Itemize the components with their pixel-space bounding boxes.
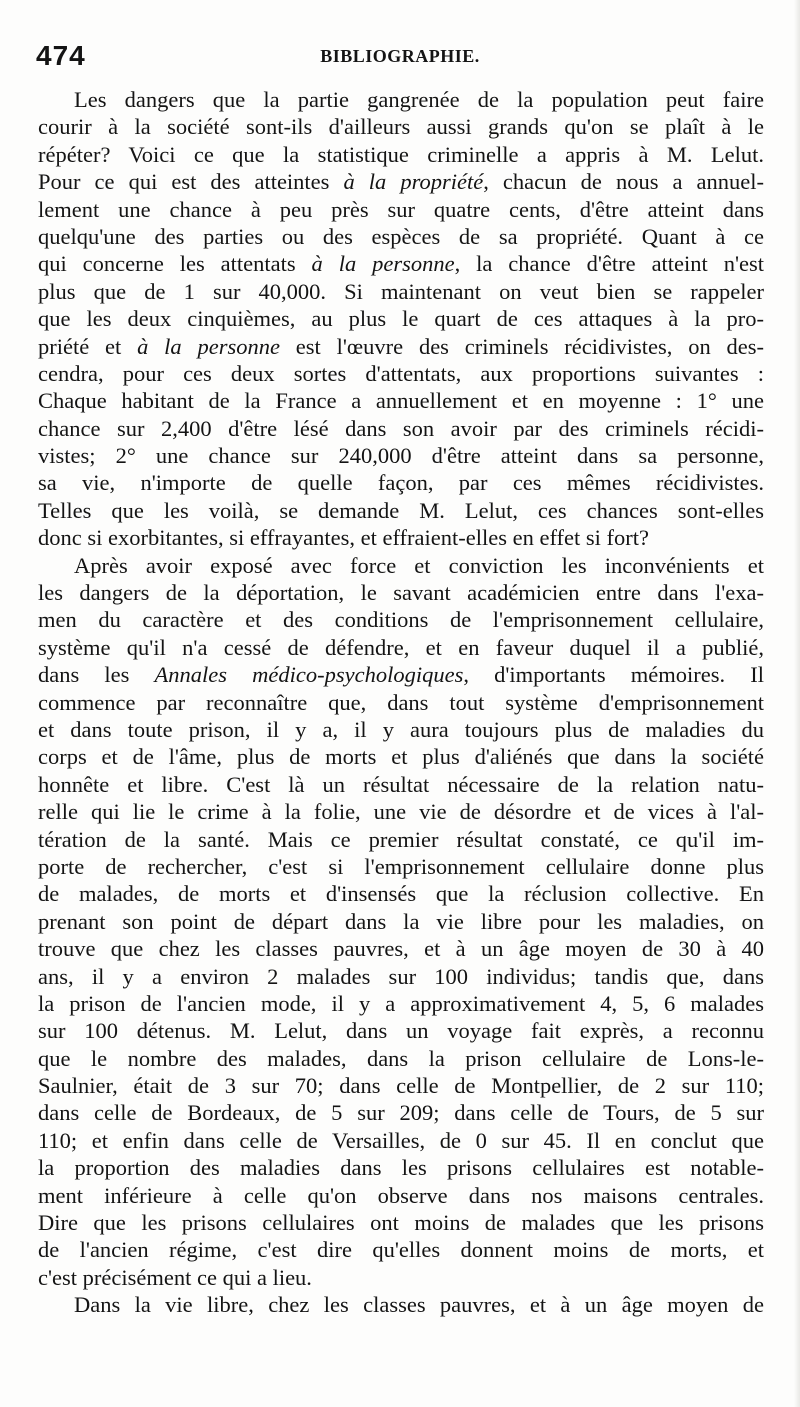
italic-phrase: à la propriété xyxy=(343,169,484,195)
text-line: donc si exorbitantes, si effrayantes, et effraient-elles en effet si fort? xyxy=(38,525,650,551)
text-line: relle qui lie le crime à la folie, une vie de désordre et de vices à l'al- xyxy=(38,799,764,825)
text-line: priété et à la personne est l'œuvre des criminels récidivistes, on des- xyxy=(38,333,764,359)
text-line: ans, il y a environ 2 malades sur 100 individus; tandis que, dans xyxy=(38,963,764,989)
text-line: Telles que les voilà, se demande M. Lelut, ces chances sont-elles xyxy=(38,497,764,523)
text-line: qui concerne les attentats à la personne, la chance d'être atteint n'est xyxy=(38,251,765,277)
text-line: porte de rechercher, c'est si l'emprisonnement cellulaire donne plus xyxy=(38,853,764,879)
text-line: Dans la vie libre, chez les classes pauvres, et à un âge moyen de xyxy=(74,1292,764,1318)
text-line: Saulnier, était de 3 sur 70; dans celle de Montpellier, de 2 sur 110; xyxy=(38,1073,764,1099)
text-line: répéter? Voici ce que la statistique criminelle a appris à M. Lelut. xyxy=(38,141,764,167)
text-line: Dire que les prisons cellulaires ont moins de malades que les prisons xyxy=(38,1210,764,1236)
italic-phrase: à la personne xyxy=(311,251,455,277)
page-header xyxy=(36,40,764,76)
text-line: commence par reconnaître que, dans tout système d'emprisonnement xyxy=(38,689,764,715)
text-line: honnête et libre. C'est là un résultat nécessaire de la relation natu- xyxy=(38,771,764,797)
text-line: Pour ce qui est des atteintes à la propriété, chacun de nous a annuel- xyxy=(38,169,764,195)
italic-phrase: à la personne xyxy=(137,333,280,359)
text-line: corps et de l'âme, plus de morts et plus d'aliénés que dans la société xyxy=(38,744,764,770)
text-line: Les dangers que la partie gangrenée de la population peut faire xyxy=(74,87,764,112)
body-text xyxy=(38,86,764,1319)
scan-edge-shadow xyxy=(794,0,800,1407)
running-head: BIBLIOGRAPHIE. xyxy=(320,46,480,66)
text-line: 110; et enfin dans celle de Versailles, de 0 sur 45. Il en conclut que xyxy=(38,1127,764,1153)
text-line: sa vie, n'importe de quelle façon, par ces mêmes récidivistes. xyxy=(38,470,764,496)
text-line: sur 100 détenus. M. Lelut, dans un voyage fait exprès, a reconnu xyxy=(38,1018,764,1044)
text-line: prenant son point de départ dans la vie libre pour les maladies, on xyxy=(38,908,764,934)
text-line: les dangers de la déportation, le savant académicien entre dans l'exa- xyxy=(38,580,764,606)
text-line: tération de la santé. Mais ce premier résultat constaté, ce qu'il im- xyxy=(38,826,764,852)
text-line: plus que de 1 sur 40,000. Si maintenant on veut bien se rappeler xyxy=(38,278,764,304)
text-line: système qu'il n'a cessé de défendre, et en faveur duquel il a publié, xyxy=(38,634,764,660)
text-line: la prison de l'ancien mode, il y a approximativement 4, 5, 6 malades xyxy=(38,990,764,1016)
text-line: de l'ancien régime, c'est dire qu'elles donnent moins de morts, et xyxy=(38,1237,764,1263)
text-line: quelqu'une des parties ou des espèces de sa propriété. Quant à ce xyxy=(38,223,764,249)
text-line: Chaque habitant de la France a annuellement et en moyenne : 1° une xyxy=(38,388,764,414)
text-line: de malades, de morts et d'insensés que la réclusion collective. En xyxy=(38,881,764,907)
text-line: men du caractère et des conditions de l'emprisonnement cellulaire, xyxy=(38,607,764,633)
text-line: vistes; 2° une chance sur 240,000 d'être atteint dans sa personne, xyxy=(38,443,764,469)
text-line: que le nombre des malades, dans la prison cellulaire de Lons-le- xyxy=(38,1045,764,1071)
text-line: chance sur 2,400 d'être lésé dans son avoir par des criminels récidi- xyxy=(38,415,764,441)
text-line: c'est précisément ce qui a lieu. xyxy=(38,1264,312,1290)
page-number: 474 xyxy=(36,40,86,71)
text-line: dans celle de Bordeaux, de 5 sur 209; dans celle de Tours, de 5 sur xyxy=(38,1100,764,1126)
text-line: la proportion des maladies dans les prisons cellulaires est notable- xyxy=(38,1155,764,1181)
text-line: Après avoir exposé avec force et conviction les inconvénients et xyxy=(74,552,764,578)
text-line: cendra, pour ces deux sortes d'attentats, aux proportions suivantes : xyxy=(38,360,764,386)
text-line: que les deux cinquièmes, au plus le quart de ces attaques à la pro- xyxy=(38,306,764,332)
text-line: et dans toute prison, il y a, il y aura toujours plus de maladies du xyxy=(38,716,764,742)
text-line: dans les Annales médico-psychologiques, d'importants mémoires. Il xyxy=(38,662,764,688)
italic-phrase: Annales médico-psychologiques xyxy=(154,662,464,688)
text-line: lement une chance à peu près sur quatre cents, d'être atteint dans xyxy=(38,196,764,222)
text-line: ment inférieure à celle qu'on observe dans nos maisons centrales. xyxy=(38,1182,764,1208)
text-line: trouve que chez les classes pauvres, et à un âge moyen de 30 à 40 xyxy=(38,936,764,962)
text-line: courir à la société sont-ils d'ailleurs aussi grands qu'on se plaît à le xyxy=(38,114,764,140)
